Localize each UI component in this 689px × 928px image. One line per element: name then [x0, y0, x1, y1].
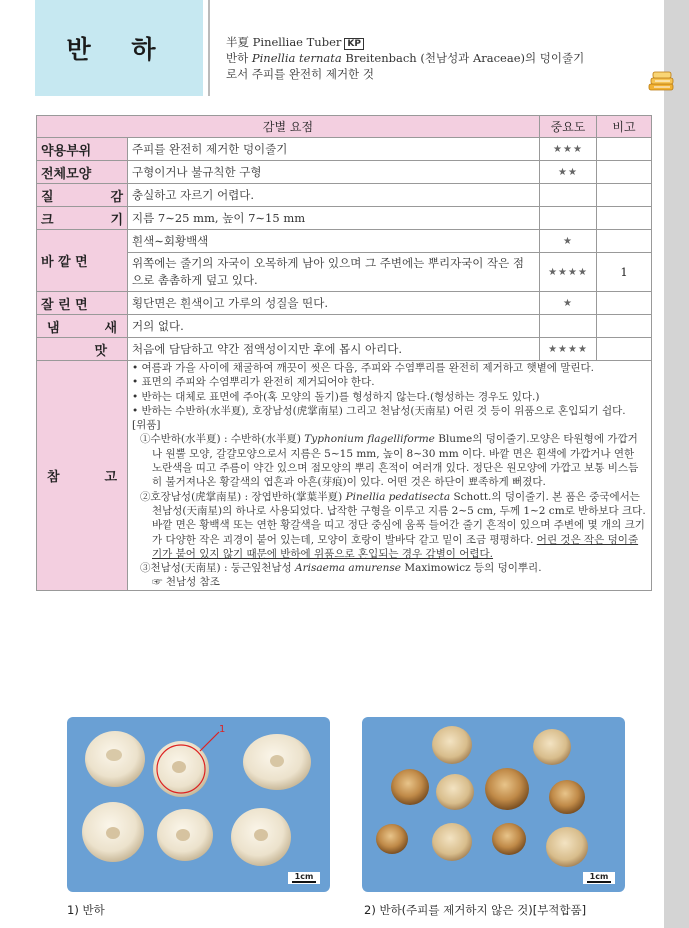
- importance-stars: ★: [540, 230, 597, 253]
- kp-badge: KP: [344, 38, 364, 50]
- table-row: [37, 230, 652, 253]
- row-description: 흰색∼회황백색: [128, 230, 540, 253]
- table-row: [37, 207, 652, 230]
- row-description: 거의 없다.: [128, 315, 540, 338]
- table-row: [37, 184, 652, 207]
- reference-label: [37, 361, 128, 591]
- row-label: 전체모양: [37, 161, 128, 184]
- photo-marker-label: 1: [219, 724, 226, 735]
- ref-scientific-name: Typhonium flagelliforme: [304, 433, 435, 446]
- header-line1: 半夏 Pinelliae Tuber: [226, 35, 342, 49]
- row-description: 지름 7∼25 mm, 높이 7∼15 mm: [128, 207, 540, 230]
- header-key-points: 감별 요점: [37, 116, 540, 138]
- photo-banha: [67, 717, 330, 892]
- label-part: 크: [41, 212, 54, 228]
- book-stack-icon: [646, 68, 676, 98]
- ref-item-2: [132, 490, 647, 561]
- header-remarks: 비고: [597, 116, 652, 138]
- reference-row: [37, 361, 652, 591]
- row-description: 구형이거나 불규칙한 구형: [128, 161, 540, 184]
- ref-underlined-text: 어린 것은 작은 덩이줄기가 붙어 있지 않기 때문에 반하에 위품으로 혼입되는 경우 감별이 어렵다.: [152, 533, 639, 560]
- ref-text: ①수반하(水半夏) : 수반하(水半夏): [140, 433, 305, 446]
- ref-bullet: • 여름과 가을 사이에 채굴하여 깨끗이 씻은 다음, 주피와 수염뿌리를 완전히 제거하고 햇볕에 말린다.: [132, 362, 594, 374]
- ref-text: Blume의 덩이줄기.모양은 타원형에 가깝거나 원뿔 모양, 갈걀모양으로서 지름은 5∼15 mm, 높이 8∼30 mm 이다. 바깥 면은 흰색에 가깝거나 연한 노란색을 띠고 주름이 약간 있으며 점모양의 뿌리 흔적이 여러개 있다. 정단은 원모양에 가깝고 보통 비스듬히 불거져나온 황갈색의 엽흔과 아흔(芽痕)이 있다. 어떤 것은 하단이 뾰족하게 뻐졌다.: [152, 433, 639, 489]
- ref-bullet: • 반하는 수반하(水半夏), 호장남성(虎掌南星) 그리고 천남성(天南星) 어린 것 등이 위품으로 혼입되기 쉽다.: [132, 404, 626, 417]
- reference-content: [128, 361, 652, 591]
- identification-table: [36, 115, 652, 591]
- row-label: [37, 184, 128, 207]
- table-header-row: [37, 116, 652, 138]
- importance-stars: ★★★: [540, 138, 597, 161]
- row-note: [597, 207, 652, 230]
- header-line2-rest: Breitenbach (천남성과 Araceae)의 덩이줄기: [341, 51, 585, 65]
- table-row: [37, 253, 652, 292]
- importance-stars: ★★★★: [540, 253, 597, 292]
- row-note: [597, 230, 652, 253]
- row-note: [597, 161, 652, 184]
- ref-item-1: [132, 432, 647, 489]
- importance-stars: [540, 315, 597, 338]
- ref-see-also: ☞ 천남성 참조: [152, 576, 220, 589]
- header-importance: 중요도: [540, 116, 597, 138]
- ref-item-3: [132, 561, 647, 575]
- label-part: 냄: [47, 320, 60, 336]
- title-divider: [208, 0, 210, 96]
- scale-bar: 1cm: [288, 872, 320, 884]
- row-description: 충실하고 자르기 어렵다.: [128, 184, 540, 207]
- ref-text: ②호장남성(虎掌南星) : 장엽반하(掌葉半夏): [140, 490, 346, 503]
- table-row: [37, 138, 652, 161]
- row-note: [597, 138, 652, 161]
- header-scientific-name: Pinellia ternata: [251, 51, 342, 65]
- scale-bar: 1cm: [583, 872, 615, 884]
- importance-stars: ★: [540, 292, 597, 315]
- importance-stars: [540, 207, 597, 230]
- header-line3: 로서 주피를 완전히 제거한 것: [226, 67, 374, 81]
- label-part: 새: [104, 320, 117, 336]
- label-part: 고: [104, 469, 117, 485]
- unpeeled-tubers-illustration: [362, 717, 625, 892]
- caption-photo-1: 1) 반하: [67, 903, 105, 917]
- header-line2-prefix: 반하: [226, 51, 252, 65]
- table-row: [37, 292, 652, 315]
- ref-scientific-name: Arisaema amurense: [295, 562, 401, 575]
- row-description: 횡단면은 흰색이고 가루의 성질을 띤다.: [128, 292, 540, 315]
- row-note: [597, 315, 652, 338]
- row-note: 1: [597, 253, 652, 292]
- row-label: [37, 207, 128, 230]
- table-row: [37, 161, 652, 184]
- label-part: 질: [41, 189, 54, 205]
- banha-tubers-illustration: [67, 717, 330, 892]
- row-note: [597, 184, 652, 207]
- table-row: [37, 338, 652, 361]
- right-gray-strip: [664, 0, 689, 928]
- header-description: [226, 34, 666, 82]
- title-box: [35, 0, 203, 96]
- ref-text: Schott.의 덩이줄기. 본 품은 중국에서는 천남성(天南星)의 하나로 사용되었다. 납작한 구형을 이루고 지름 2∼5 cm, 두께 1∼2 cm로 반하보다 크다. 바깥 면은 황백색 또는 연한 황갈색을 띠고 정단 중심에 움푹 들어간 줄기 흔적이 있으며 주변에 몇 개의 크기가 다양한 작은 괴경이 붙어 있는데, 모양이 호랑이 발바닥 같고 밑이 조금 평평하다.: [152, 490, 646, 546]
- row-label: 바 깥 면: [37, 230, 128, 292]
- ref-bullet: • 반하는 대체로 표면에 주아(혹 모양의 돌기)를 형성하지 않는다.(형성하는 경우도 있다.): [132, 390, 540, 403]
- row-description: 위쪽에는 줄기의 자국이 오목하게 남아 있으며 그 주변에는 뿌리자국이 작은 점으로 촘촘하게 덮고 있다.: [128, 253, 540, 292]
- row-label: 맛: [37, 338, 128, 361]
- importance-stars: [540, 184, 597, 207]
- row-description: 처음에 담담하고 약간 점액성이지만 후에 몹시 아리다.: [128, 338, 540, 361]
- photo-banha-unpeeled: [362, 717, 625, 892]
- label-part: 기: [110, 212, 123, 228]
- importance-stars: ★★: [540, 161, 597, 184]
- row-label: 잘 린 면: [37, 292, 128, 315]
- row-note: [597, 292, 652, 315]
- row-label: [37, 315, 128, 338]
- caption-photo-2: 2) 반하(주피를 제거하지 않은 것)[부적합품]: [364, 903, 587, 917]
- ref-bullet: • 표면의 주피와 수염뿌리가 완전히 제거되어야 한다.: [132, 376, 375, 389]
- row-label: 약용부위: [37, 138, 128, 161]
- page-title: 반 하: [66, 35, 172, 64]
- importance-stars: ★★★★: [540, 338, 597, 361]
- table-row: [37, 315, 652, 338]
- label-part: 감: [110, 189, 123, 205]
- ref-text: Maximowicz 등의 덩이뿌리.: [401, 562, 542, 575]
- label-part: 참: [47, 469, 60, 485]
- ref-text: ③천남성(天南星) : 둥근잎천남성: [140, 562, 296, 575]
- ref-scientific-name: Pinellia pedatisecta: [345, 490, 451, 503]
- row-description: 주피를 완전히 제거한 덩이줄기: [128, 138, 540, 161]
- row-note: [597, 338, 652, 361]
- ref-wipum-heading: [위품]: [132, 419, 161, 432]
